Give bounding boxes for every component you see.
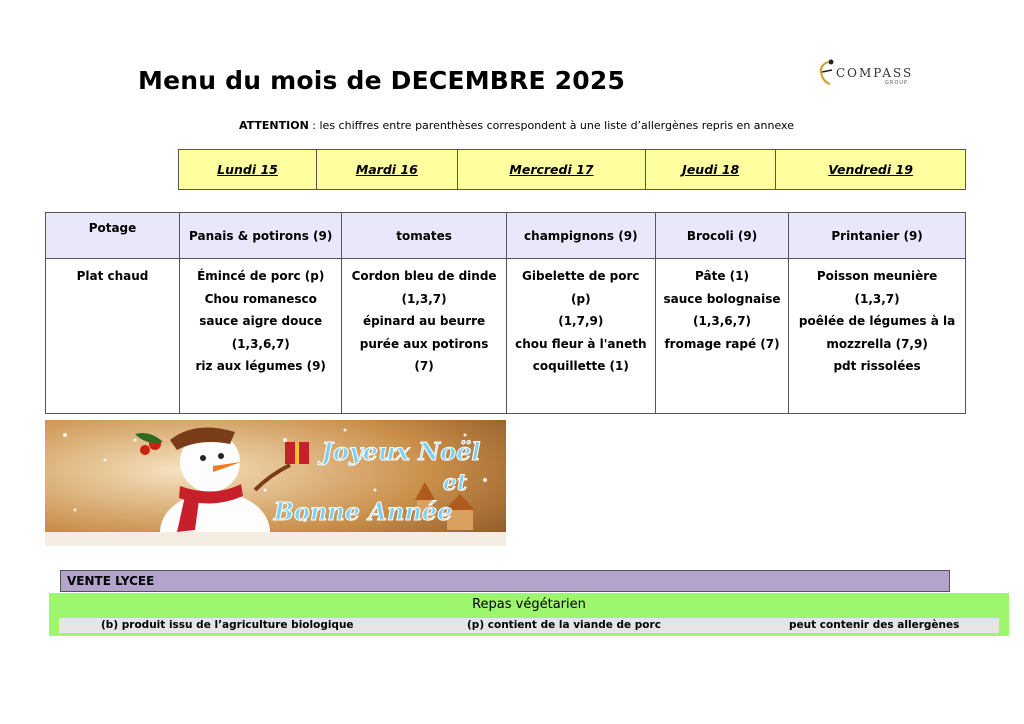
dish-line: Émincé de porc (p) <box>197 269 325 283</box>
potage-friday: Printanier (9) <box>789 213 966 259</box>
dish-line: fromage rapé (7) <box>664 336 780 351</box>
potage-wednesday: champignons (9) <box>506 213 655 259</box>
vegetarian-title: Repas végétarien <box>472 597 586 612</box>
dish-line: sauce bolognaise <box>663 291 781 306</box>
potage-row <box>46 213 966 259</box>
dish-line: épinard au beurre <box>362 314 486 328</box>
attention-text: : les chiffres entre parenthèses correspondent à une liste d’allergènes repris en annexe <box>308 119 794 132</box>
dish-line: chou fleur à l'aneth <box>515 336 647 351</box>
dish-line: pdt rissolées <box>833 359 921 373</box>
potage-tuesday: tomates <box>342 213 506 259</box>
logo-text: COMPASS <box>836 66 914 80</box>
attention-note <box>239 119 794 132</box>
plat-tuesday <box>342 259 506 414</box>
days-header <box>178 149 966 190</box>
day-wednesday: Mercredi 17 <box>457 150 646 190</box>
plat-wednesday <box>506 259 655 414</box>
dish-line: (1,3,7) <box>401 291 447 306</box>
banner-line2: et <box>442 470 468 496</box>
snowman-illustration <box>45 420 506 546</box>
legend-bio: (b) produit issu de l’agriculture biologique <box>101 619 354 631</box>
dish-line: Gibelette de porc <box>522 269 640 283</box>
vente-lycee-bar: VENTE LYCEE <box>60 570 950 592</box>
dish-line: (1,3,6,7) <box>693 314 752 328</box>
attention-label: ATTENTION <box>239 119 309 132</box>
dish-line: (p) <box>571 291 591 306</box>
dish-line: Poisson meunière <box>816 269 938 283</box>
plat-thursday <box>655 259 788 414</box>
potage-monday: Panais & potirons (9) <box>180 213 342 259</box>
banner-line1: Joyeux Noël <box>321 437 481 466</box>
dish-line: (1,7,9) <box>558 314 604 328</box>
potage-label-text: Potage <box>88 221 137 235</box>
legend-allergenes: peut contenir des allergènes <box>789 619 960 631</box>
day-tuesday: Mardi 16 <box>316 150 457 190</box>
plat-friday <box>789 259 966 414</box>
plat-monday <box>180 259 342 414</box>
dish-line: (1,3,6,7) <box>231 336 290 351</box>
dish-line: riz aux légumes (9) <box>195 359 326 373</box>
dish-line: poêlée de légumes à la <box>798 314 956 328</box>
menu-table <box>45 212 966 414</box>
dish-line: Cordon bleu de dinde <box>351 269 497 283</box>
day-monday: Lundi 15 <box>179 150 317 190</box>
logo-subtext: GROUP <box>885 80 908 86</box>
page-title: Menu du mois de DECEMBRE 2025 <box>138 66 626 95</box>
plat-label <box>46 259 180 414</box>
dish-line: sauce aigre douce <box>199 314 323 328</box>
plat-row <box>46 259 966 414</box>
dish-line: Pâte (1) <box>695 269 749 283</box>
day-friday: Vendredi 19 <box>776 150 966 190</box>
banner-line3: Bonne Année <box>273 497 453 526</box>
potage-label <box>46 213 180 259</box>
plat-label-text: Plat chaud <box>76 269 149 283</box>
legend-porc: (p) contient de la viande de porc <box>467 619 661 631</box>
legend-bar <box>59 618 999 633</box>
dish-line: purée aux potirons <box>359 336 489 351</box>
dish-line: (1,3,7) <box>854 291 900 306</box>
vegetarian-legend <box>49 593 1009 636</box>
dish-line: coquillette (1) <box>532 359 629 373</box>
dish-line: (7) <box>414 359 434 373</box>
dish-line: Chou romanesco <box>204 291 317 306</box>
potage-thursday: Brocoli (9) <box>655 213 788 259</box>
christmas-banner <box>45 420 506 546</box>
dish-line: mozzrella (7,9) <box>826 336 928 351</box>
day-thursday: Jeudi 18 <box>646 150 776 190</box>
